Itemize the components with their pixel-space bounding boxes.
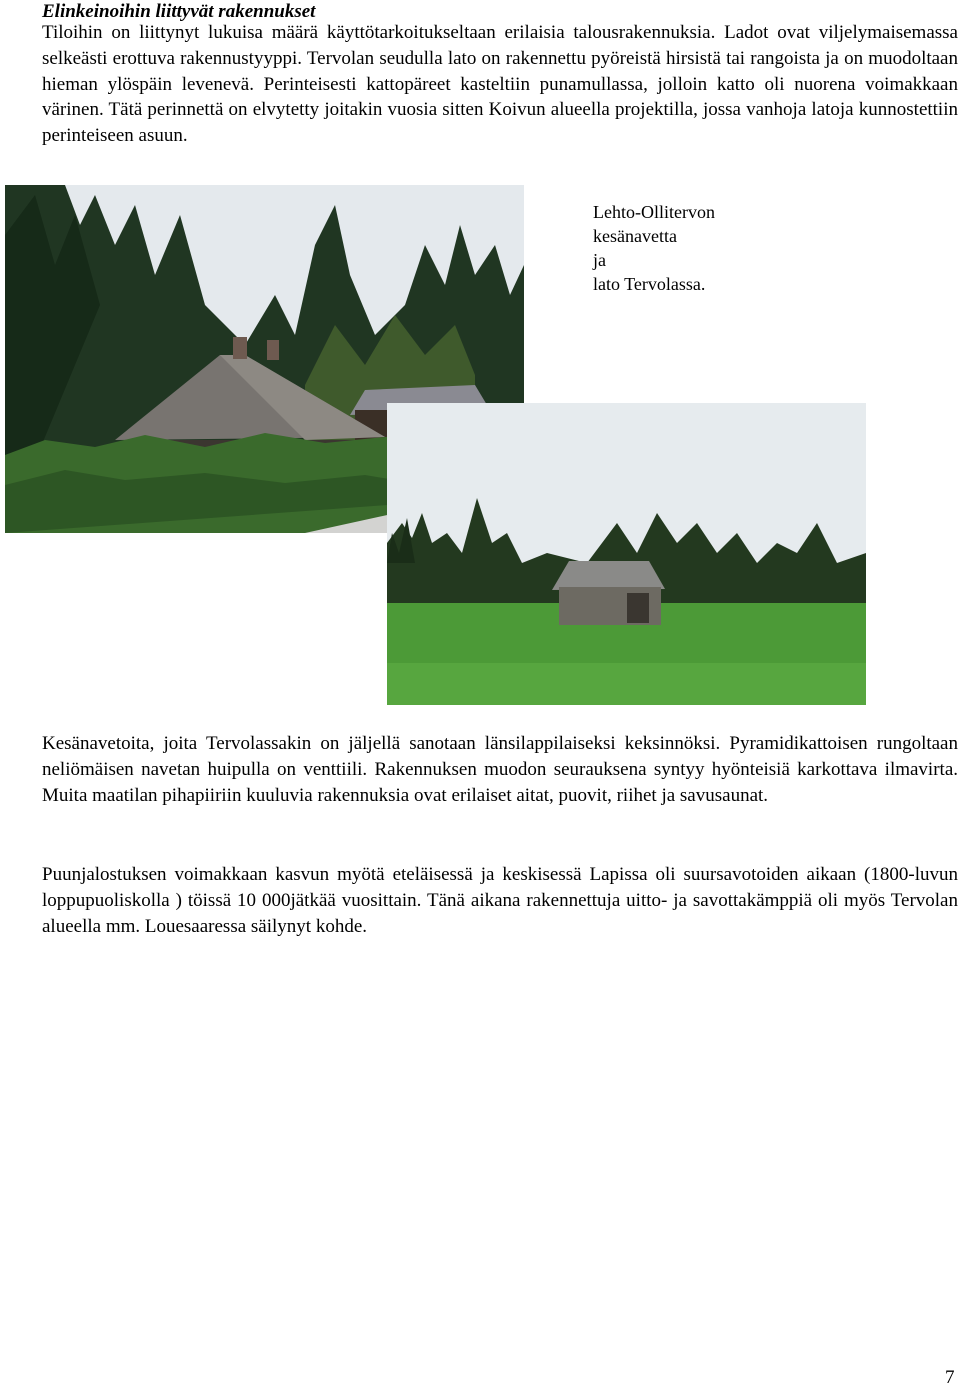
photo-lato-image [387, 403, 866, 705]
caption-line-2: ja [593, 250, 606, 270]
page-number: 7 [945, 1367, 955, 1388]
caption-line-3: lato Tervolassa. [593, 274, 706, 294]
photo-caption [593, 200, 793, 296]
photo-lato [387, 403, 866, 705]
section-heading: Elinkeinoihin liittyvät rakennukset [42, 1, 316, 22]
paragraph-kesanavetat: Kesänavetoita, joita Tervolassakin on jäljellä sanotaan länsilappilaiseksi keksinnöksi. Pyramidikattoisen rungoltaan neliömäisen navetan huipulla on venttiili. Rakennuksen muodon seurauksena syntyy hyönteisiä karkottava ilmavirta. Muita maatilan pihapiiriin kuuluvia rakennuksia ovat erilaiset aitat, puovit, riihet ja savusaunat. [42, 733, 958, 806]
paragraph-ladot: Tiloihin on liittynyt lukuisa määrä käyttötarkoitukseltaan erilaisia talousrakennuksia. Ladot ovat viljelymaisemassa selkeästi erottuva rakennustyyppi. Tervolan seudulla lato on rakennettu pyöreistä hirsistä tai rangoista ja on muodoltaan hieman ylöspäin levenevä. Perinteisesti kattopäreet kasteltiin punamullassa, jolloin katto oli nuorena voimakkaan värinen. Tätä perinnettä on elvytetty joitakin vuosia sitten Koivun alueella projektilla, jossa vanhoja latoja kunnostettiin perinteiseen asuun. [42, 22, 958, 147]
caption-line-1: Lehto-Ollitervon kesänavetta [593, 202, 715, 246]
paragraph-puunjalostus: Puunjalostuksen voimakkaan kasvun myötä eteläisessä ja keskisessä Lapissa oli suursavotoiden aikaan (1800-luvun loppupuoliskolla ) töissä 10 000jätkää vuosittain. Tänä aikana rakennettuja uitto- ja savottakämppiä oli myös Tervolan alueella mm. Louesaaressa säilynyt kohde. [42, 864, 958, 937]
